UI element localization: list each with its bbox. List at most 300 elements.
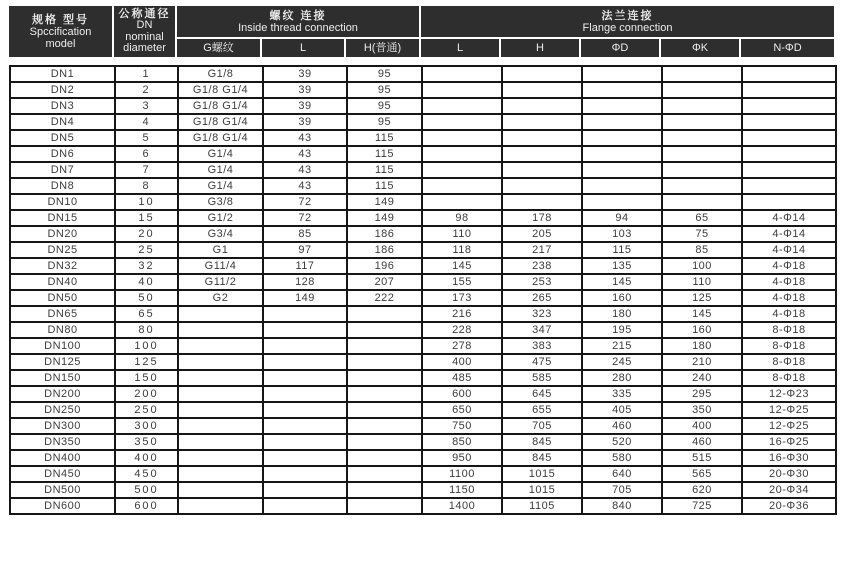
cell-thread-h: 115 xyxy=(347,146,422,162)
table-row xyxy=(10,386,836,402)
cell-phi-d xyxy=(582,162,662,178)
cell-n-phi-d: 20-Φ36 xyxy=(742,498,836,514)
cell-thread-h xyxy=(347,418,422,434)
cell-thread-l xyxy=(263,418,347,434)
cell-thread-h: 115 xyxy=(347,178,422,194)
cell-phi-k: 565 xyxy=(662,466,742,482)
cell-dn: 4 xyxy=(115,114,178,130)
cell-model: DN1 xyxy=(10,66,115,82)
cell-phi-d: 245 xyxy=(582,354,662,370)
cell-flange-h: 1105 xyxy=(502,498,582,514)
table-row xyxy=(10,482,836,498)
cell-phi-d: 115 xyxy=(582,242,662,258)
cell-thread-h: 95 xyxy=(347,66,422,82)
cell-dn: 15 xyxy=(115,210,178,226)
table-row xyxy=(10,82,836,98)
cell-n-phi-d: 4-Φ14 xyxy=(742,226,836,242)
table-header xyxy=(9,6,834,57)
cell-flange-h: 238 xyxy=(502,258,582,274)
cell-model: DN150 xyxy=(10,370,115,386)
cell-phi-k: 145 xyxy=(662,306,742,322)
cell-flange-l: 173 xyxy=(422,290,502,306)
cell-thread-h: 222 xyxy=(347,290,422,306)
cell-phi-d: 640 xyxy=(582,466,662,482)
subheader-g-thread: G螺纹 xyxy=(177,39,260,57)
cell-flange-h: 205 xyxy=(502,226,582,242)
cell-thread-h: 149 xyxy=(347,210,422,226)
cell-n-phi-d: 8-Φ18 xyxy=(742,338,836,354)
cell-dn: 32 xyxy=(115,258,178,274)
cell-flange-l: 228 xyxy=(422,322,502,338)
cell-model: DN20 xyxy=(10,226,115,242)
cell-thread-h xyxy=(347,402,422,418)
subheader-n-phi-d: N-ΦD xyxy=(741,39,834,57)
table-row xyxy=(10,242,836,258)
table-row xyxy=(10,98,836,114)
cell-thread-h: 115 xyxy=(347,130,422,146)
table-row xyxy=(10,418,836,434)
cell-phi-d xyxy=(582,98,662,114)
cell-thread-l: 72 xyxy=(263,210,347,226)
cell-g-thread: G2 xyxy=(178,290,263,306)
cell-thread-l xyxy=(263,498,347,514)
cell-flange-l xyxy=(422,66,502,82)
cell-flange-l: 485 xyxy=(422,370,502,386)
subheader-phi-k: ΦK xyxy=(661,39,739,57)
cell-dn: 300 xyxy=(115,418,178,434)
cell-phi-d: 145 xyxy=(582,274,662,290)
cell-flange-l: 850 xyxy=(422,434,502,450)
cell-g-thread xyxy=(178,386,263,402)
table-row xyxy=(10,370,836,386)
cell-g-thread: G1/8 G1/4 xyxy=(178,114,263,130)
cell-g-thread: G1/4 xyxy=(178,178,263,194)
header-nominal-label: nominal xyxy=(125,30,164,43)
cell-phi-k: 160 xyxy=(662,322,742,338)
cell-g-thread xyxy=(178,370,263,386)
cell-phi-k xyxy=(662,146,742,162)
cell-phi-d: 180 xyxy=(582,306,662,322)
cell-dn: 600 xyxy=(115,498,178,514)
cell-n-phi-d xyxy=(742,66,836,82)
cell-flange-l xyxy=(422,194,502,210)
cell-g-thread xyxy=(178,306,263,322)
cell-phi-k xyxy=(662,194,742,210)
cell-flange-h: 585 xyxy=(502,370,582,386)
cell-phi-k: 295 xyxy=(662,386,742,402)
cell-g-thread: G1/8 G1/4 xyxy=(178,130,263,146)
cell-phi-k: 725 xyxy=(662,498,742,514)
cell-model: DN5 xyxy=(10,130,115,146)
cell-phi-d: 215 xyxy=(582,338,662,354)
cell-phi-d: 840 xyxy=(582,498,662,514)
cell-n-phi-d: 4-Φ18 xyxy=(742,258,836,274)
cell-model: DN2 xyxy=(10,82,115,98)
spec-table xyxy=(9,65,837,515)
cell-thread-h xyxy=(347,482,422,498)
cell-thread-h: 186 xyxy=(347,242,422,258)
cell-dn: 2 xyxy=(115,82,178,98)
header-spec-model-en: Spccification xyxy=(29,25,92,38)
cell-model: DN32 xyxy=(10,258,115,274)
cell-phi-k xyxy=(662,162,742,178)
cell-thread-h: 95 xyxy=(347,114,422,130)
cell-model: DN100 xyxy=(10,338,115,354)
cell-n-phi-d: 20-Φ30 xyxy=(742,466,836,482)
cell-thread-l: 39 xyxy=(263,82,347,98)
cell-g-thread xyxy=(178,402,263,418)
cell-flange-h: 845 xyxy=(502,450,582,466)
spec-table-body xyxy=(10,66,836,514)
cell-flange-h: 383 xyxy=(502,338,582,354)
cell-n-phi-d: 8-Φ18 xyxy=(742,354,836,370)
header-flange-connection-group xyxy=(421,6,834,37)
cell-model: DN15 xyxy=(10,210,115,226)
cell-dn: 10 xyxy=(115,194,178,210)
cell-model: DN80 xyxy=(10,322,115,338)
cell-model: DN250 xyxy=(10,402,115,418)
cell-model: DN50 xyxy=(10,290,115,306)
table-row xyxy=(10,434,836,450)
cell-flange-l xyxy=(422,114,502,130)
cell-phi-k: 110 xyxy=(662,274,742,290)
header-spec-model-zh: 规格 型号 xyxy=(31,13,90,26)
header-flange-zh: 法兰连接 xyxy=(601,9,654,22)
cell-model: DN500 xyxy=(10,482,115,498)
cell-n-phi-d xyxy=(742,178,836,194)
header-thread-en: Inside thread connection xyxy=(238,21,358,34)
cell-g-thread xyxy=(178,338,263,354)
cell-dn: 400 xyxy=(115,450,178,466)
cell-model: DN40 xyxy=(10,274,115,290)
cell-g-thread xyxy=(178,434,263,450)
header-nominal-diameter-zh: 公称通径 xyxy=(118,7,171,20)
cell-n-phi-d: 4-Φ18 xyxy=(742,290,836,306)
cell-g-thread: G1/8 G1/4 xyxy=(178,98,263,114)
cell-flange-l: 750 xyxy=(422,418,502,434)
cell-thread-l: 149 xyxy=(263,290,347,306)
cell-flange-h: 645 xyxy=(502,386,582,402)
cell-g-thread: G1/2 xyxy=(178,210,263,226)
cell-phi-k: 400 xyxy=(662,418,742,434)
cell-flange-l: 155 xyxy=(422,274,502,290)
cell-flange-h: 265 xyxy=(502,290,582,306)
cell-phi-k: 620 xyxy=(662,482,742,498)
cell-phi-d: 195 xyxy=(582,322,662,338)
cell-thread-h xyxy=(347,498,422,514)
cell-dn: 500 xyxy=(115,482,178,498)
cell-flange-l: 400 xyxy=(422,354,502,370)
cell-g-thread xyxy=(178,450,263,466)
cell-g-thread xyxy=(178,418,263,434)
table-row xyxy=(10,66,836,82)
cell-phi-d: 520 xyxy=(582,434,662,450)
cell-phi-k xyxy=(662,114,742,130)
cell-n-phi-d: 12-Φ23 xyxy=(742,386,836,402)
cell-flange-l: 216 xyxy=(422,306,502,322)
cell-n-phi-d: 12-Φ25 xyxy=(742,418,836,434)
table-row xyxy=(10,338,836,354)
cell-phi-d: 280 xyxy=(582,370,662,386)
cell-g-thread xyxy=(178,482,263,498)
cell-model: DN10 xyxy=(10,194,115,210)
cell-thread-l: 117 xyxy=(263,258,347,274)
cell-model: DN125 xyxy=(10,354,115,370)
cell-thread-h xyxy=(347,322,422,338)
cell-flange-l: 145 xyxy=(422,258,502,274)
cell-phi-k: 460 xyxy=(662,434,742,450)
cell-n-phi-d: 4-Φ18 xyxy=(742,274,836,290)
cell-flange-h: 705 xyxy=(502,418,582,434)
cell-g-thread: G1/8 G1/4 xyxy=(178,82,263,98)
cell-dn: 50 xyxy=(115,290,178,306)
cell-g-thread: G3/4 xyxy=(178,226,263,242)
cell-thread-h: 95 xyxy=(347,98,422,114)
cell-model: DN4 xyxy=(10,114,115,130)
cell-n-phi-d: 16-Φ25 xyxy=(742,434,836,450)
cell-thread-h xyxy=(347,370,422,386)
cell-flange-h: 347 xyxy=(502,322,582,338)
header-thread-zh: 螺纹 连接 xyxy=(269,9,327,22)
cell-model: DN65 xyxy=(10,306,115,322)
cell-dn: 40 xyxy=(115,274,178,290)
cell-thread-l xyxy=(263,434,347,450)
cell-thread-h: 186 xyxy=(347,226,422,242)
cell-phi-d xyxy=(582,194,662,210)
cell-model: DN300 xyxy=(10,418,115,434)
cell-phi-d xyxy=(582,66,662,82)
cell-phi-d xyxy=(582,130,662,146)
cell-thread-h: 115 xyxy=(347,162,422,178)
table-row xyxy=(10,322,836,338)
cell-g-thread xyxy=(178,354,263,370)
cell-dn: 350 xyxy=(115,434,178,450)
cell-g-thread: G1/4 xyxy=(178,162,263,178)
cell-thread-l xyxy=(263,466,347,482)
cell-dn: 20 xyxy=(115,226,178,242)
cell-flange-h: 1015 xyxy=(502,482,582,498)
cell-phi-k xyxy=(662,130,742,146)
cell-thread-l xyxy=(263,450,347,466)
cell-g-thread xyxy=(178,466,263,482)
cell-thread-l: 43 xyxy=(263,162,347,178)
cell-flange-l xyxy=(422,82,502,98)
table-row xyxy=(10,498,836,514)
cell-phi-k: 350 xyxy=(662,402,742,418)
subheader-thread-l: L xyxy=(262,39,344,57)
cell-thread-l xyxy=(263,306,347,322)
header-spec-model xyxy=(9,6,112,57)
cell-thread-l: 128 xyxy=(263,274,347,290)
cell-thread-l: 43 xyxy=(263,178,347,194)
cell-phi-d xyxy=(582,114,662,130)
cell-phi-d xyxy=(582,82,662,98)
cell-thread-l xyxy=(263,354,347,370)
cell-model: DN450 xyxy=(10,466,115,482)
cell-n-phi-d xyxy=(742,114,836,130)
cell-flange-l: 650 xyxy=(422,402,502,418)
cell-thread-l: 39 xyxy=(263,66,347,82)
cell-thread-l: 43 xyxy=(263,146,347,162)
cell-dn: 25 xyxy=(115,242,178,258)
cell-phi-k: 100 xyxy=(662,258,742,274)
cell-model: DN400 xyxy=(10,450,115,466)
table-row xyxy=(10,290,836,306)
cell-dn: 200 xyxy=(115,386,178,402)
table-row xyxy=(10,178,836,194)
cell-flange-h: 1015 xyxy=(502,466,582,482)
cell-flange-h xyxy=(502,130,582,146)
cell-flange-h xyxy=(502,114,582,130)
cell-g-thread xyxy=(178,498,263,514)
cell-n-phi-d: 8-Φ18 xyxy=(742,322,836,338)
cell-dn: 65 xyxy=(115,306,178,322)
cell-flange-h: 655 xyxy=(502,402,582,418)
cell-phi-d: 460 xyxy=(582,418,662,434)
table-row xyxy=(10,130,836,146)
cell-model: DN8 xyxy=(10,178,115,194)
cell-model: DN7 xyxy=(10,162,115,178)
cell-phi-d: 94 xyxy=(582,210,662,226)
cell-dn: 6 xyxy=(115,146,178,162)
cell-model: DN25 xyxy=(10,242,115,258)
cell-n-phi-d: 20-Φ34 xyxy=(742,482,836,498)
cell-phi-k: 85 xyxy=(662,242,742,258)
table-row xyxy=(10,210,836,226)
cell-thread-l xyxy=(263,322,347,338)
cell-thread-l: 85 xyxy=(263,226,347,242)
cell-flange-h xyxy=(502,82,582,98)
cell-phi-k: 210 xyxy=(662,354,742,370)
cell-phi-d: 160 xyxy=(582,290,662,306)
cell-n-phi-d xyxy=(742,82,836,98)
cell-thread-l: 43 xyxy=(263,130,347,146)
cell-g-thread: G1 xyxy=(178,242,263,258)
cell-g-thread: G11/4 xyxy=(178,258,263,274)
cell-flange-l: 1100 xyxy=(422,466,502,482)
cell-thread-h xyxy=(347,386,422,402)
cell-phi-d xyxy=(582,146,662,162)
cell-g-thread: G1/4 xyxy=(178,146,263,162)
cell-model: DN350 xyxy=(10,434,115,450)
cell-phi-k: 180 xyxy=(662,338,742,354)
cell-flange-l: 1400 xyxy=(422,498,502,514)
cell-flange-l: 110 xyxy=(422,226,502,242)
cell-flange-h: 323 xyxy=(502,306,582,322)
cell-n-phi-d: 4-Φ14 xyxy=(742,242,836,258)
cell-g-thread: G1/8 xyxy=(178,66,263,82)
cell-model: DN600 xyxy=(10,498,115,514)
cell-thread-l: 72 xyxy=(263,194,347,210)
cell-thread-l xyxy=(263,338,347,354)
cell-phi-d: 135 xyxy=(582,258,662,274)
cell-phi-d: 103 xyxy=(582,226,662,242)
cell-phi-k: 125 xyxy=(662,290,742,306)
cell-phi-d xyxy=(582,178,662,194)
cell-thread-l: 97 xyxy=(263,242,347,258)
subheader-flange-h: H xyxy=(501,39,579,57)
cell-phi-k xyxy=(662,98,742,114)
table-row xyxy=(10,258,836,274)
cell-phi-d: 405 xyxy=(582,402,662,418)
cell-phi-k: 515 xyxy=(662,450,742,466)
cell-flange-h: 178 xyxy=(502,210,582,226)
header-thread-connection-group xyxy=(177,6,419,37)
table-row xyxy=(10,402,836,418)
cell-phi-d: 335 xyxy=(582,386,662,402)
cell-phi-k: 65 xyxy=(662,210,742,226)
subheader-flange-l: L xyxy=(421,39,499,57)
cell-flange-l xyxy=(422,178,502,194)
cell-phi-d: 580 xyxy=(582,450,662,466)
cell-dn: 7 xyxy=(115,162,178,178)
table-row xyxy=(10,146,836,162)
header-dn-label: DN xyxy=(136,19,153,31)
cell-n-phi-d: 4-Φ18 xyxy=(742,306,836,322)
cell-n-phi-d xyxy=(742,162,836,178)
cell-flange-h: 845 xyxy=(502,434,582,450)
cell-phi-k xyxy=(662,66,742,82)
cell-thread-h: 149 xyxy=(347,194,422,210)
cell-thread-h xyxy=(347,338,422,354)
cell-thread-h xyxy=(347,466,422,482)
cell-flange-l xyxy=(422,162,502,178)
cell-thread-h xyxy=(347,450,422,466)
cell-thread-h xyxy=(347,306,422,322)
cell-model: DN200 xyxy=(10,386,115,402)
cell-g-thread: G11/2 xyxy=(178,274,263,290)
subheader-phi-d: ΦD xyxy=(581,39,659,57)
cell-g-thread xyxy=(178,322,263,338)
cell-dn: 80 xyxy=(115,322,178,338)
cell-n-phi-d: 12-Φ25 xyxy=(742,402,836,418)
cell-n-phi-d xyxy=(742,130,836,146)
cell-thread-l: 39 xyxy=(263,98,347,114)
table-row xyxy=(10,450,836,466)
cell-flange-l: 1150 xyxy=(422,482,502,498)
cell-dn: 8 xyxy=(115,178,178,194)
cell-flange-h xyxy=(502,66,582,82)
cell-dn: 250 xyxy=(115,402,178,418)
cell-dn: 1 xyxy=(115,66,178,82)
cell-flange-l: 98 xyxy=(422,210,502,226)
cell-dn: 3 xyxy=(115,98,178,114)
cell-flange-h xyxy=(502,194,582,210)
cell-flange-h xyxy=(502,178,582,194)
cell-flange-h: 253 xyxy=(502,274,582,290)
cell-dn: 450 xyxy=(115,466,178,482)
header-spec-model-en2: model xyxy=(45,37,76,50)
cell-flange-l: 600 xyxy=(422,386,502,402)
table-row xyxy=(10,306,836,322)
cell-flange-h xyxy=(502,162,582,178)
cell-n-phi-d: 4-Φ14 xyxy=(742,210,836,226)
cell-flange-l xyxy=(422,98,502,114)
cell-flange-l: 950 xyxy=(422,450,502,466)
cell-flange-h: 217 xyxy=(502,242,582,258)
cell-model: DN6 xyxy=(10,146,115,162)
table-row xyxy=(10,226,836,242)
table-row xyxy=(10,162,836,178)
cell-thread-h xyxy=(347,354,422,370)
table-row xyxy=(10,114,836,130)
cell-n-phi-d xyxy=(742,146,836,162)
table-row xyxy=(10,194,836,210)
cell-thread-l xyxy=(263,482,347,498)
cell-n-phi-d xyxy=(742,98,836,114)
cell-thread-h xyxy=(347,434,422,450)
cell-dn: 150 xyxy=(115,370,178,386)
